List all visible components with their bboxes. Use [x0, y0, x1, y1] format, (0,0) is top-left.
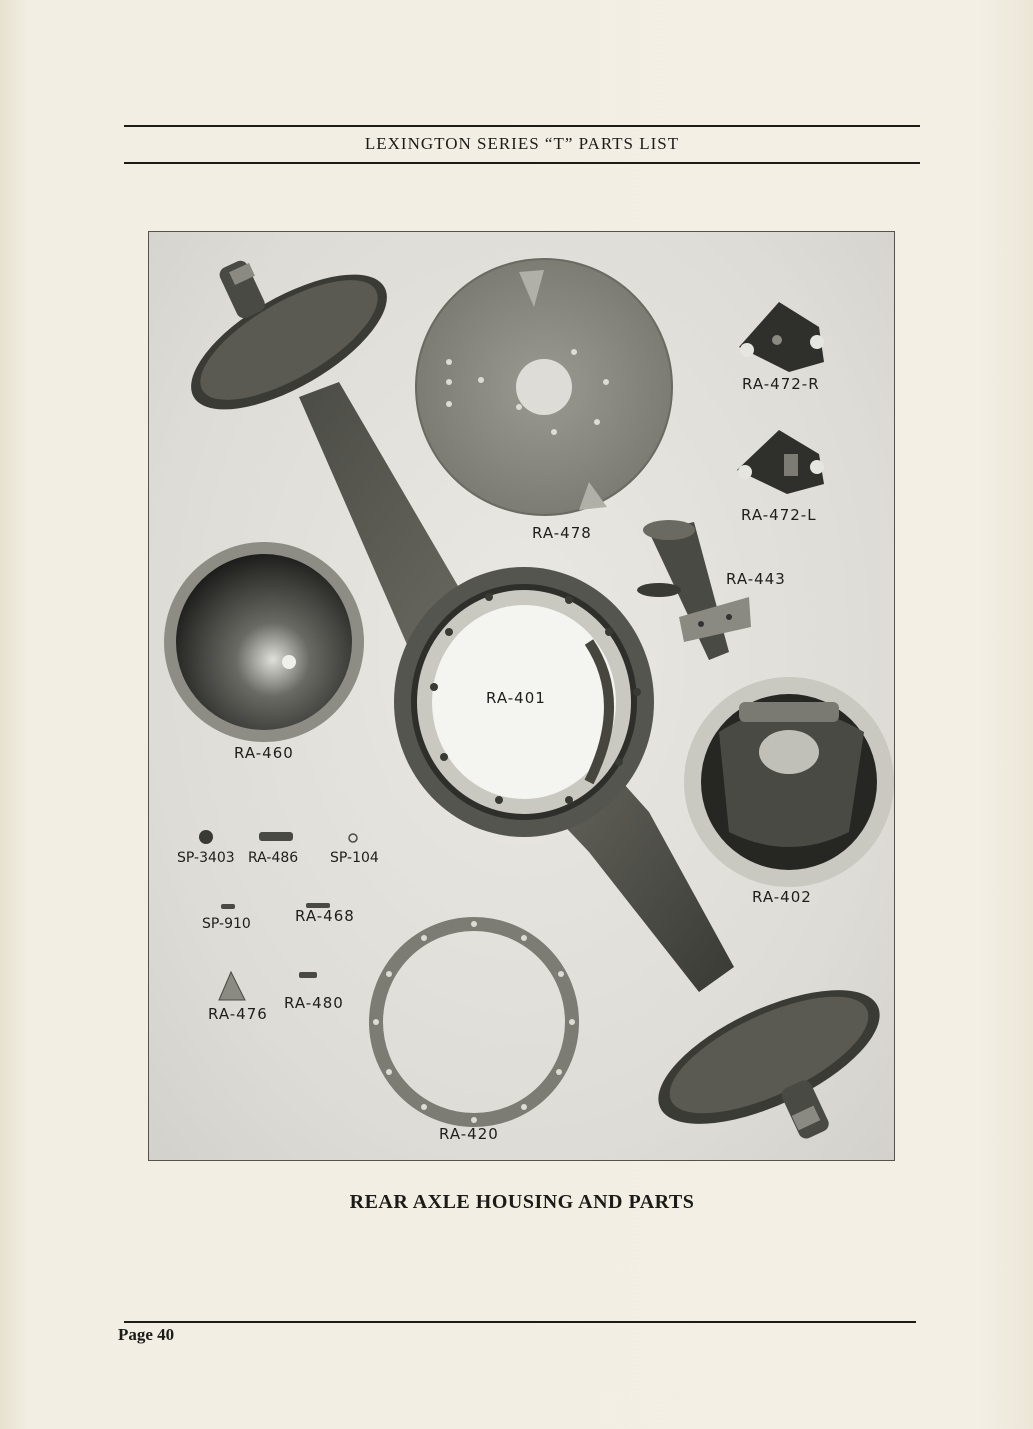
- label-ra-402: RA-402: [752, 888, 812, 906]
- label-sp-910: SP-910: [202, 916, 251, 932]
- header-top-rule: [124, 125, 920, 127]
- ra-478-part: [416, 259, 672, 515]
- label-ra-480: RA-480: [284, 994, 344, 1012]
- label-ra-460: RA-460: [234, 744, 294, 762]
- label-ra-420: RA-420: [439, 1125, 499, 1143]
- ra-443-part: [637, 520, 751, 660]
- footer-rule: [124, 1321, 916, 1323]
- label-ra-486: RA-486: [248, 850, 299, 866]
- label-ra-472-l: RA-472-L: [741, 506, 817, 524]
- ra-420-part: [373, 921, 575, 1123]
- header-bottom-rule: [124, 162, 920, 164]
- label-ra-468: RA-468: [295, 907, 355, 925]
- label-ra-401: RA-401: [486, 689, 546, 707]
- ra-472-l-part: [737, 430, 824, 494]
- parts-photo-plate: [148, 231, 895, 1161]
- ra-402-part: [684, 677, 894, 887]
- ra-472-r-part: [739, 302, 824, 372]
- label-ra-443: RA-443: [726, 570, 786, 588]
- label-sp-104: SP-104: [330, 850, 379, 866]
- label-ra-478: RA-478: [532, 524, 592, 542]
- header-title: LEXINGTON SERIES “T” PARTS LIST: [364, 134, 680, 153]
- ra-460-part: [164, 542, 364, 742]
- page-number: Page 40: [118, 1325, 175, 1344]
- figure-caption: REAR AXLE HOUSING AND PARTS: [349, 1191, 695, 1213]
- label-sp-3403: SP-3403: [177, 850, 235, 866]
- label-ra-476: RA-476: [208, 1005, 268, 1023]
- label-ra-472-r: RA-472-R: [742, 375, 820, 393]
